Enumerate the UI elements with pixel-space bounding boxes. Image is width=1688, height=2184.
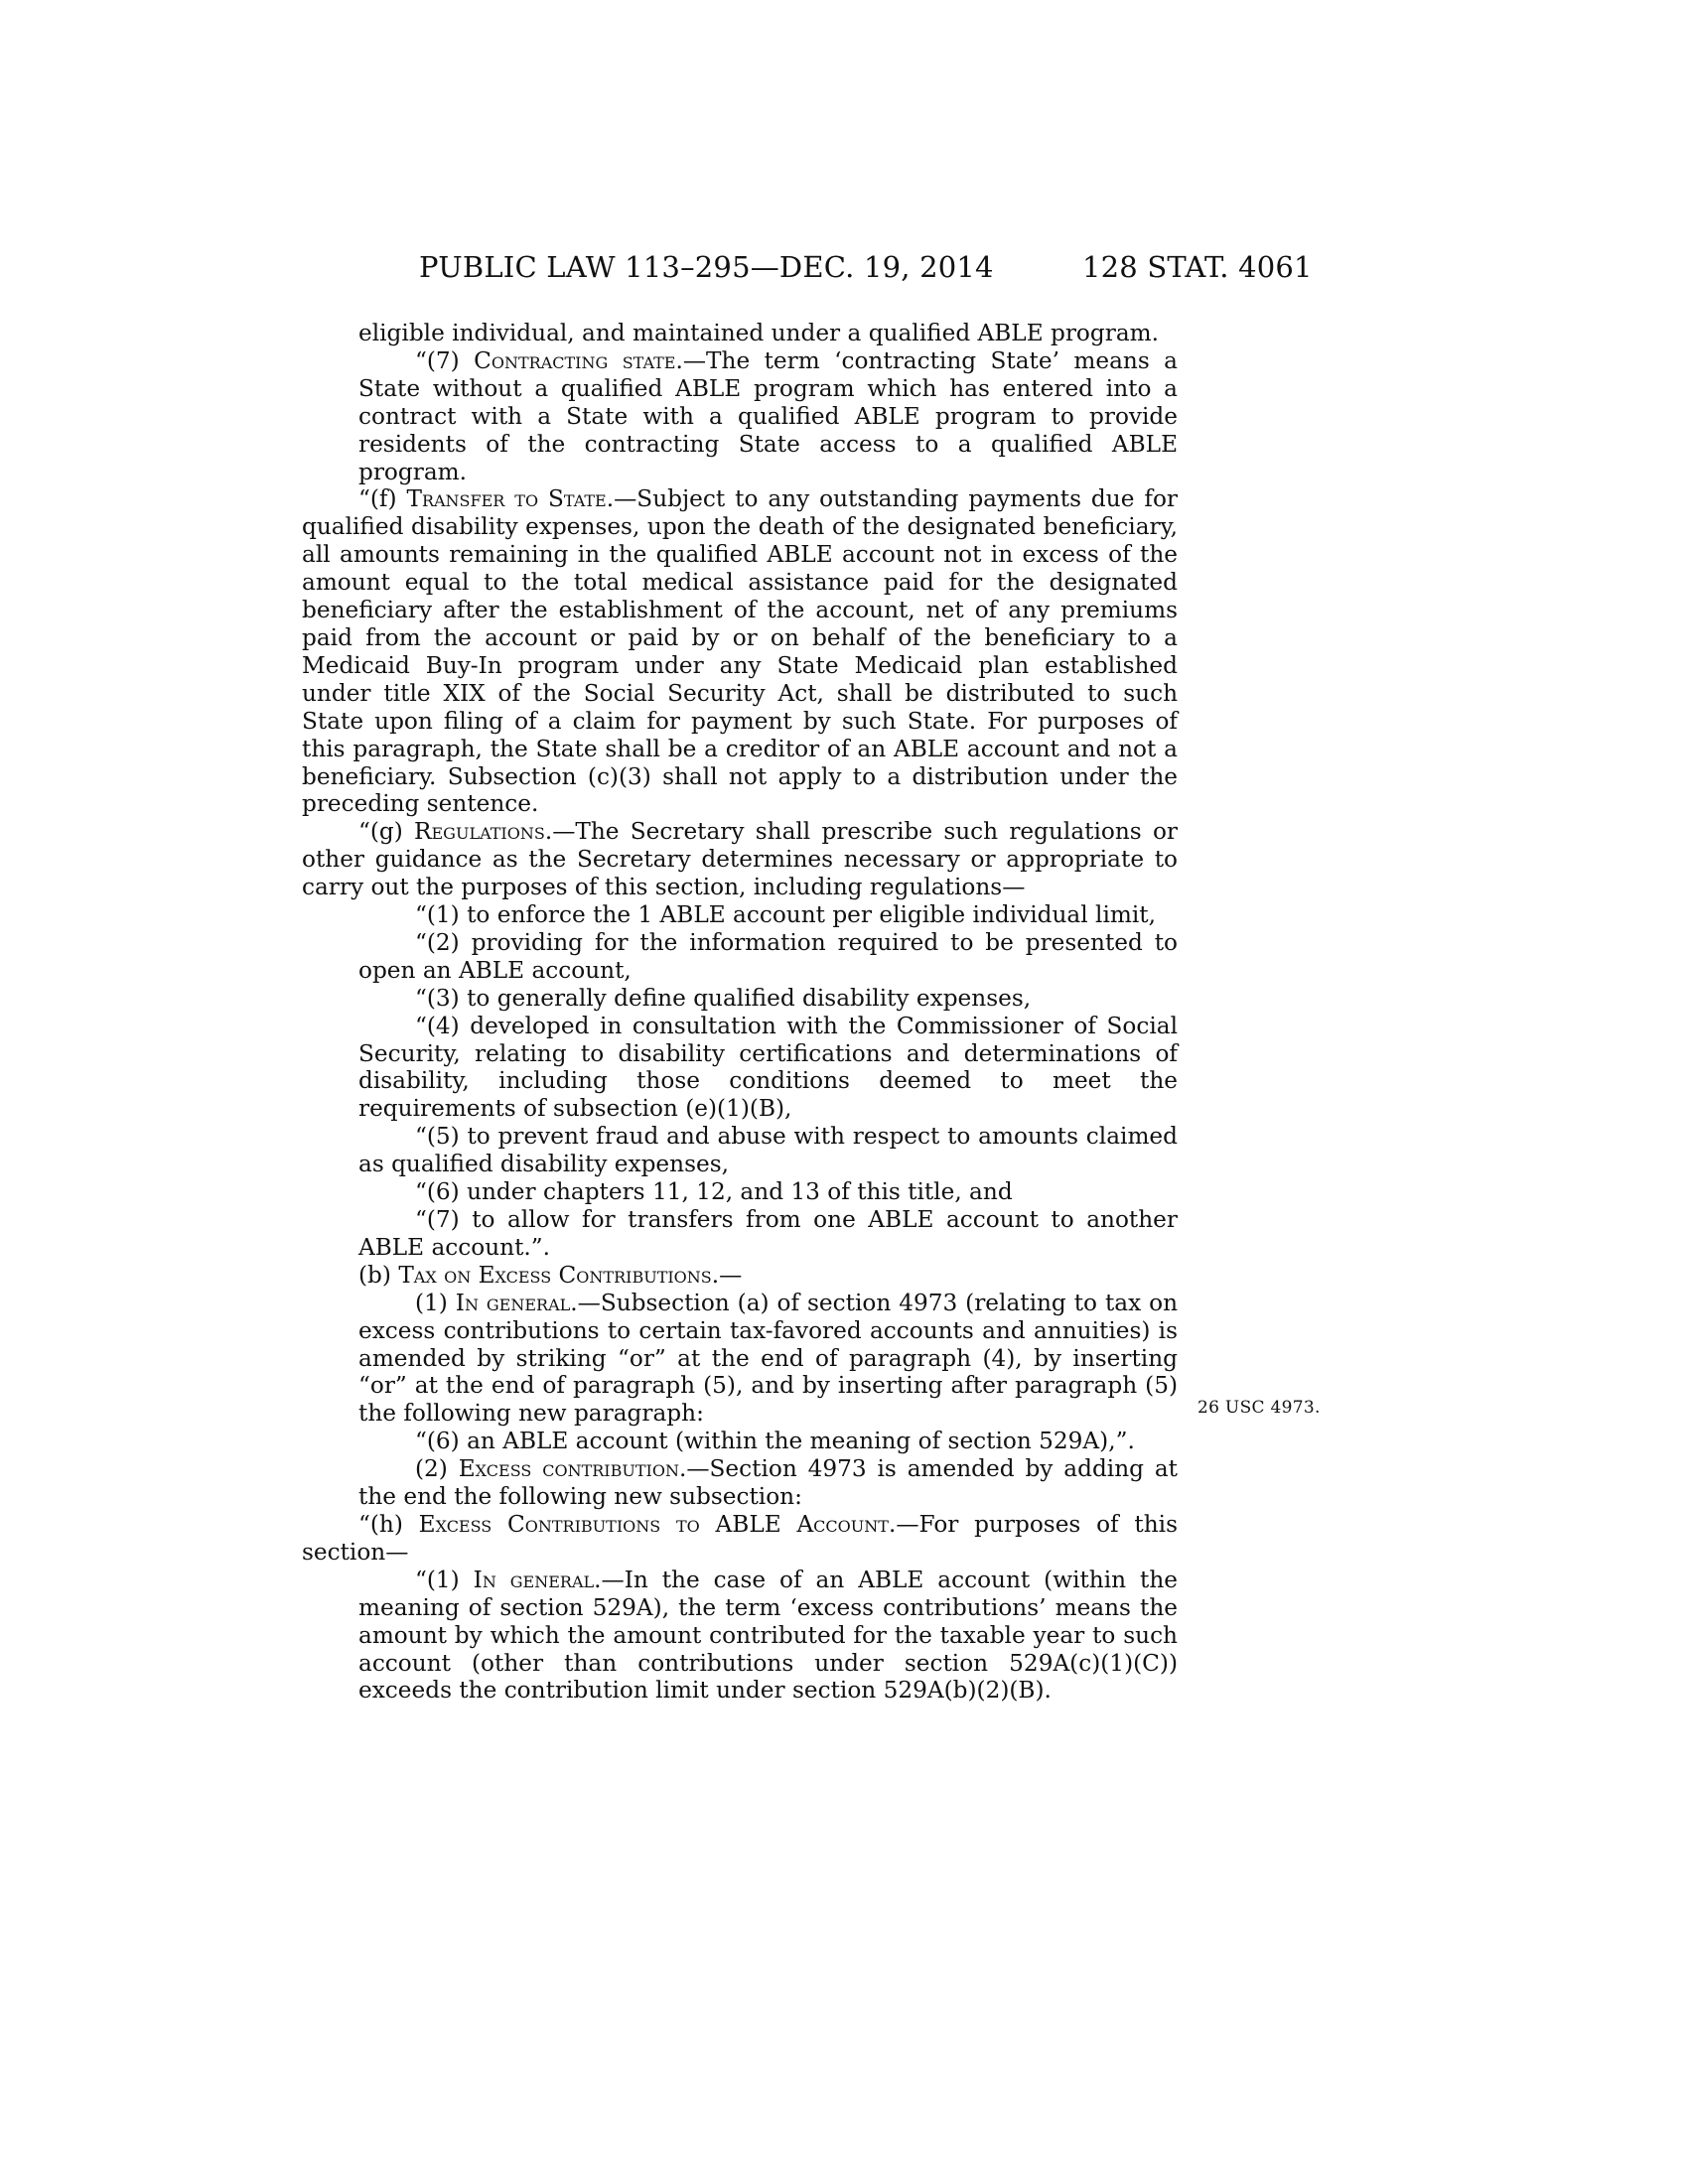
heading-contracting-state: Contracting state [474, 346, 676, 374]
law-citation-header: PUBLIC LAW 113–295—DEC. 19, 2014 [419, 250, 994, 284]
paragraph-h1-in-general: “(1) In general.—In the case of an ABLE account (within the meaning of section 529A), the term ‘excess contributions’ means the amount by which the amount contributed for the taxable year to such account (other than contributions under section 529A(c)(1)(C)) exceeds the contribution limit under section 529A(b)(2)(B). [358, 1566, 1179, 1705]
heading-regulations: Regulations [414, 818, 545, 846]
statute-page-number: 128 STAT. 4061 [1082, 250, 1313, 284]
subsection-h-excess-contributions: “(h) Excess Contributions to ABLE Account.—For purposes of this section— [302, 1510, 1178, 1566]
heading-h1-in-general: In general [473, 1566, 595, 1593]
paragraph-continuation: eligible individual, and maintained under a qualified ABLE program. [358, 320, 1160, 346]
regulation-item-6: “(6) under chapters 11, 12, and 13 of this title, and [415, 1178, 1013, 1206]
regulation-item-1: “(1) to enforce the 1 ABLE account per eligible individual limit, [415, 901, 1156, 929]
regulation-item-4: “(4) developed in consultation with the Commissioner of Social Security, relating to disability certifications and determinations of disability, including those conditions deemed to meet the requirements of subsection (e)(1)(B), [358, 1012, 1178, 1123]
heading-in-general: In general [455, 1289, 571, 1316]
regulation-item-2: “(2) providing for the information required to be presented to open an ABLE account, [358, 928, 1178, 984]
margin-note-usc: 26 USC 4973. [1197, 1398, 1321, 1418]
subsection-g-regulations: “(g) Regulations.—The Secretary shall prescribe such regulations or other guidance as the Secretary determines necessary or appropriate to carry out the purposes of this section, including regulations— [302, 818, 1178, 901]
running-head [0, 250, 1688, 290]
paragraph-b1-quote: “(6) an ABLE account (within the meaning of section 529A),”. [415, 1428, 1135, 1455]
paragraph-contracting-state: “(7) Contracting state.—The term ‘contracting State’ means a State without a qualified ABLE program which has entered into a contract with a State with a qualified ABLE program to provide residents of the contracting State access to a qualified ABLE program. [358, 346, 1178, 485]
heading-transfer-to-state: Transfer to State [406, 485, 607, 513]
regulation-item-3: “(3) to generally define qualified disability expenses, [415, 984, 1032, 1012]
paragraph-b2-excess-contribution: (2) Excess contribution.—Section 4973 is amended by adding at the end the following new subsection: [358, 1455, 1178, 1511]
subsection-b-heading: (b) Tax on Excess Contributions.— [358, 1261, 743, 1289]
heading-excess-contribution: Excess contribution [458, 1455, 679, 1483]
heading-tax-on-excess-contributions: Tax on Excess Contributions [398, 1261, 712, 1289]
document-body [302, 320, 1178, 1705]
regulation-item-7: “(7) to allow for transfers from one ABLE account to another ABLE account.”. [358, 1206, 1178, 1261]
heading-excess-contributions-able: Excess Contributions to ABLE Account [418, 1510, 889, 1538]
subsection-f-transfer-to-state: “(f) Transfer to State.—Subject to any outstanding payments due for qualified disability expenses, upon the death of the designated beneficiary, all amounts remaining in the qualified ABLE account not in excess of the amount equal to the total medical assistance paid for the designated beneficiary after the establishment of the account, net of any premiums paid from the account or paid by or on behalf of the beneficiary to a Medicaid Buy-In program under any State Medicaid plan established under title XIX of the Social Security Act, shall be distributed to such State upon filing of a claim for payment by such State. For purposes of this paragraph, the State shall be a creditor of an ABLE account and not a beneficiary. Subsection (c)(3) shall not apply to a distribution under the preceding sentence. [302, 485, 1178, 818]
paragraph-b1-in-general: (1) In general.—Subsection (a) of section 4973 (relating to tax on excess contributions to certain tax-favored accounts and annuities) is amended by striking “or” at the end of paragraph (4), by inserting “or” at the end of paragraph (5), and by inserting after paragraph (5) the following new paragraph: [358, 1289, 1179, 1428]
regulation-item-5: “(5) to prevent fraud and abuse with respect to amounts claimed as qualified disability expenses, [358, 1123, 1178, 1178]
